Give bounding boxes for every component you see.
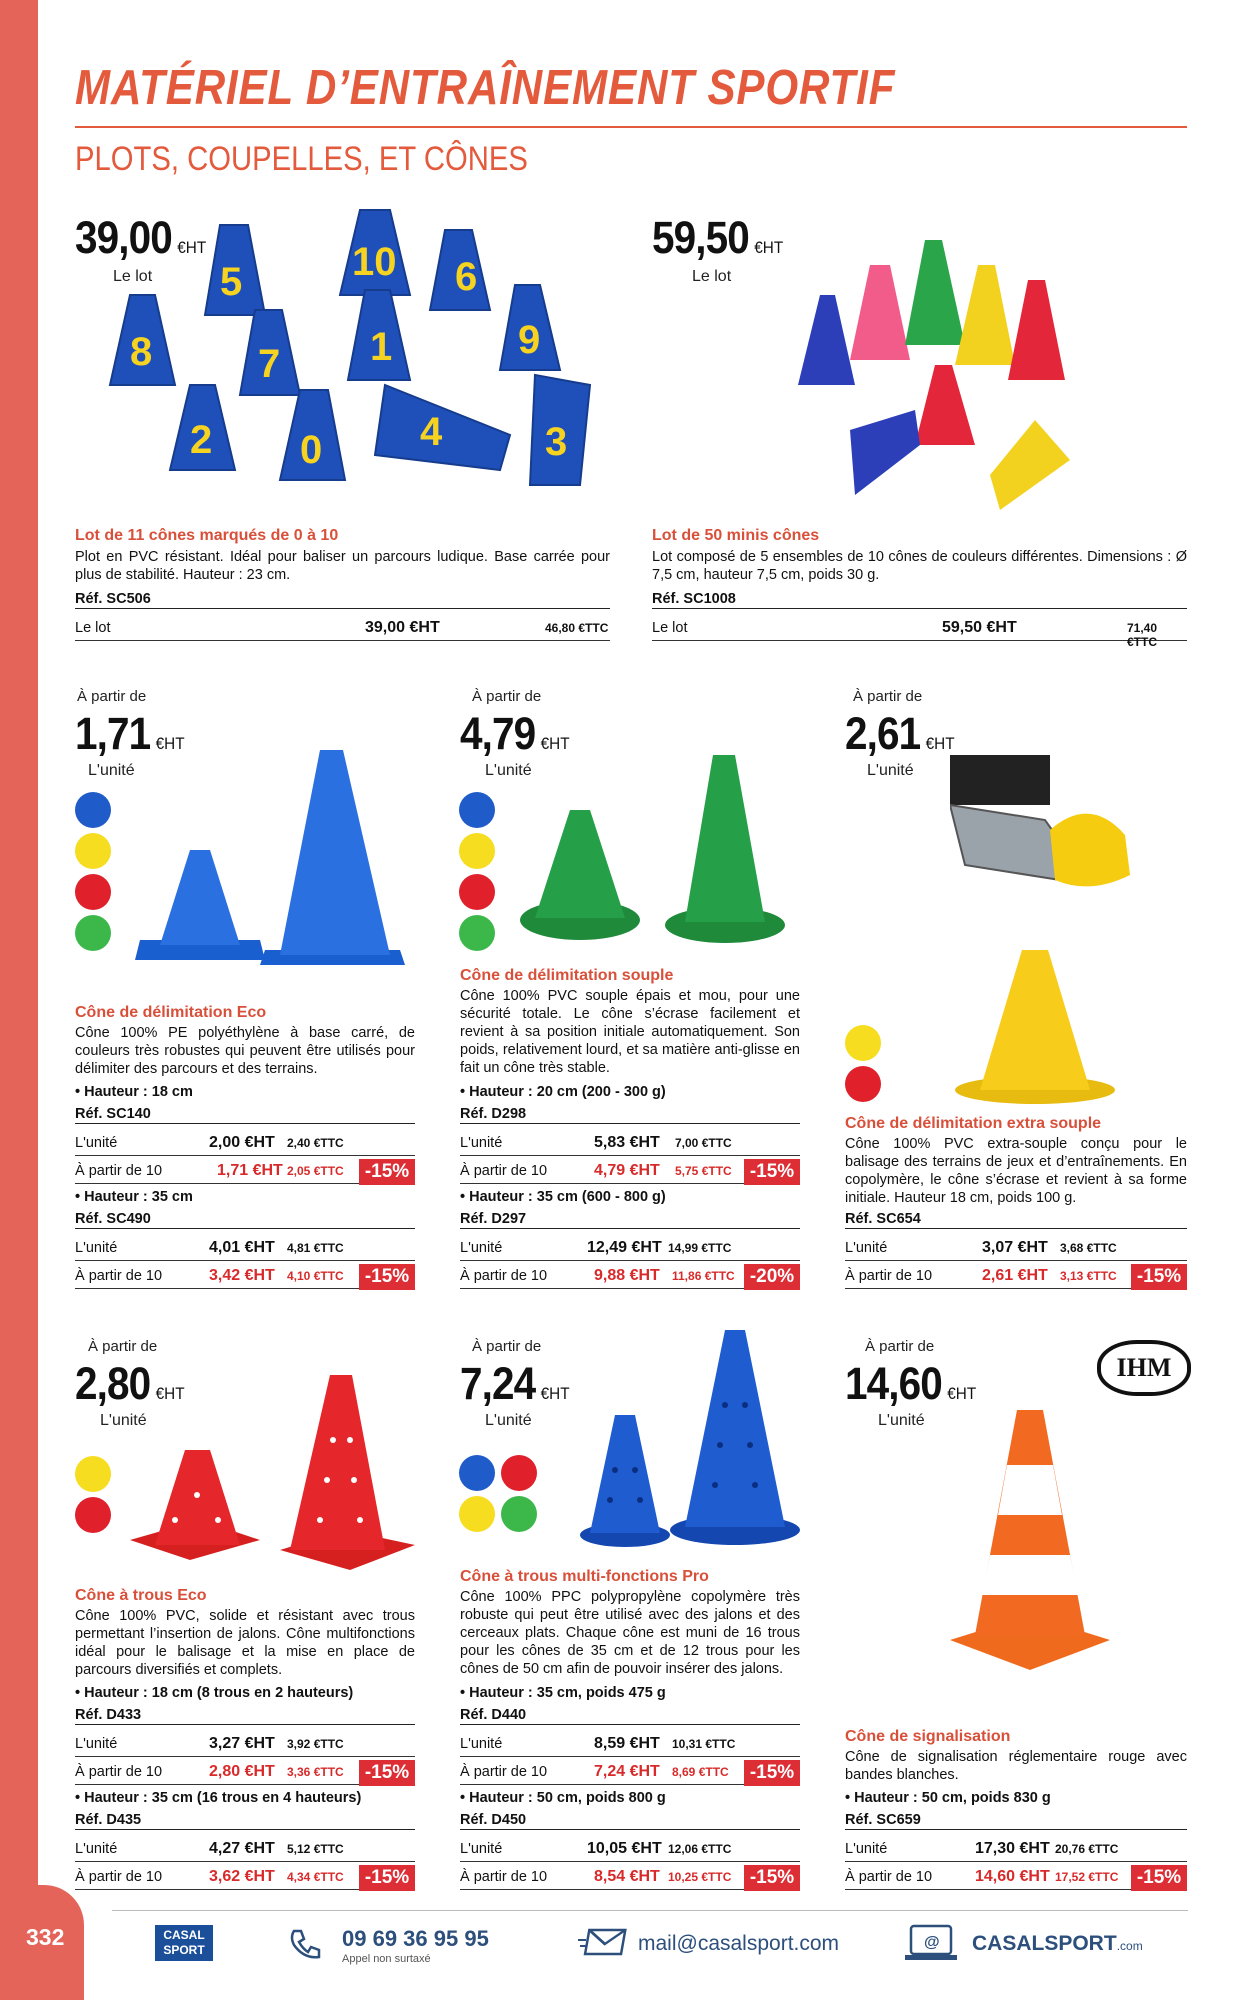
p6-v2-discount-row (75, 1867, 415, 1890)
phone-number[interactable]: 09 69 36 95 95 (342, 1926, 489, 1951)
p4-price: 4,79 €HT (460, 708, 570, 759)
price-ht: 7,24 €HT (594, 1763, 660, 1780)
p8-name: Cône de signalisation (845, 1728, 1011, 1745)
price-ht: 2,00 €HT (209, 1134, 275, 1151)
p7-pro-holed-cones-image (565, 1325, 805, 1550)
p4-soft-cones-image (515, 750, 795, 950)
color-swatch-green (501, 1496, 537, 1532)
price-ttc: 4,81 €TTC (287, 1241, 344, 1255)
row-label: À partir de 10 (845, 1268, 933, 1284)
p2-description: Lot composé de 5 ensembles de 10 cônes de couleurs différentes. Dimensions : Ø 7,5 cm, hauteur 7,5 cm, poids 30 g. (652, 549, 1187, 583)
p2-mini-cones-image (780, 235, 1100, 515)
p5-yellow-cone-image (950, 945, 1120, 1105)
price-ht: 3,07 €HT (982, 1239, 1048, 1256)
p3-v2-discount-row (75, 1266, 415, 1289)
row-label: L'unité (75, 1135, 118, 1151)
p1-numbered-cones-image (90, 205, 610, 515)
row-label: À partir de 10 (460, 1163, 548, 1179)
color-swatch-yellow (75, 1456, 111, 1492)
p5-foot-squash-image (950, 755, 1140, 905)
title-divider (75, 126, 1187, 128)
p7-v2-discount-row (460, 1867, 800, 1890)
row-label: L'unité (460, 1736, 503, 1752)
price-ttc: 14,99 €TTC (668, 1241, 732, 1255)
discount-badge: -15% (744, 1865, 800, 1891)
p6-v2-ref: Réf. D435 (75, 1812, 415, 1830)
color-swatch-yellow (75, 833, 111, 869)
site-suffix: .com (1116, 1939, 1143, 1953)
price-ht: 10,05 €HT (587, 1840, 662, 1857)
p7-from: À partir de (472, 1338, 542, 1355)
p6-v1-height: • Hauteur : 18 cm (8 trous en 2 hauteurs) (75, 1685, 354, 1701)
logo-line-1: CASAL (163, 1928, 205, 1942)
price-ttc: 2,05 €TTC (287, 1164, 344, 1178)
p3-from: À partir de (77, 688, 147, 705)
p6-per: L'unité (100, 1412, 147, 1429)
p4-v1-height: • Hauteur : 20 cm (200 - 300 g) (460, 1084, 666, 1100)
p7-v1-ref: Réf. D440 (460, 1707, 800, 1725)
p2-price: 59,50 €HT (652, 212, 784, 263)
row-label: À partir de 10 (460, 1869, 548, 1885)
p7-v2-ref: Réf. D450 (460, 1812, 800, 1830)
price-ht: 3,27 €HT (209, 1735, 275, 1752)
color-swatch-red (459, 874, 495, 910)
color-swatch-yellow (459, 833, 495, 869)
p1-price-row (75, 618, 610, 641)
row-label: Le lot (652, 620, 688, 636)
row-label: L'unité (845, 1841, 888, 1857)
p3-v2-unit-row (75, 1238, 415, 1261)
discount-badge: -15% (359, 1264, 415, 1290)
price-ht: 8,59 €HT (594, 1735, 660, 1752)
price-ttc: 46,80 €TTC (545, 621, 609, 635)
price-ttc: 8,69 €TTC (672, 1765, 729, 1779)
brand-ihm-logo: IHM (1097, 1340, 1191, 1396)
svg-text:7: 7 (258, 342, 281, 386)
color-swatch-yellow (845, 1025, 881, 1061)
p2-name: Lot de 50 minis cônes (652, 527, 820, 544)
svg-text:4: 4 (420, 410, 443, 454)
phone-note: Appel non surtaxé (342, 1953, 431, 1965)
website-link[interactable] (972, 1932, 1143, 1956)
p3-v2-ref: Réf. SC490 (75, 1211, 415, 1229)
p3-eco-cones-image (135, 745, 415, 975)
svg-text:3: 3 (545, 420, 568, 464)
price-ht: 39,00 €HT (365, 619, 440, 636)
discount-badge: -15% (359, 1760, 415, 1786)
row-label: L'unité (845, 1240, 888, 1256)
p6-v2-unit-row (75, 1839, 415, 1862)
price-ttc: 12,06 €TTC (668, 1842, 732, 1856)
p8-traffic-cone-image (945, 1405, 1115, 1675)
price-ttc: 20,76 €TTC (1055, 1842, 1119, 1856)
discount-badge: -15% (744, 1159, 800, 1185)
row-label: À partir de 10 (75, 1163, 163, 1179)
price-ht: 3,62 €HT (209, 1868, 275, 1885)
site-name: CASALSPORT (972, 1932, 1117, 1955)
p5-from: À partir de (853, 688, 923, 705)
p4-description: Cône 100% PVC souple épais et mou, pour une sécurité totale. Le cône s’écrase facilement et revient à sa position initiale automatiquement. Son poids, relativement lourd, et sa matière anti-glisse en fait un cône très stable. (460, 988, 800, 1076)
laptop-at-icon (905, 1922, 957, 1964)
p5-per: L'unité (867, 762, 914, 779)
p7-v2-height: • Hauteur : 50 cm, poids 800 g (460, 1790, 666, 1806)
footer-divider (112, 1910, 1188, 1911)
p7-name: Cône à trous multi-fonctions Pro (460, 1568, 709, 1585)
p7-v1-unit-row (460, 1734, 800, 1757)
p5-name: Cône de délimitation extra souple (845, 1115, 1102, 1132)
svg-text:8: 8 (130, 330, 153, 374)
p4-per: L'unité (485, 762, 532, 779)
discount-badge: -15% (359, 1159, 415, 1185)
p5-v1-discount-row (845, 1266, 1187, 1289)
row-label: L'unité (75, 1841, 118, 1857)
svg-text:2: 2 (190, 418, 213, 462)
p7-per: L'unité (485, 1412, 532, 1429)
p6-v2-height: • Hauteur : 35 cm (16 trous en 4 hauteurs) (75, 1790, 362, 1806)
price-ttc: 4,10 €TTC (287, 1269, 344, 1283)
phone-icon (286, 1925, 324, 1963)
price-ttc: 3,13 €TTC (1060, 1269, 1117, 1283)
price-ht: 1,71 €HT (217, 1162, 283, 1179)
p3-v1-discount-row (75, 1161, 415, 1184)
p3-name: Cône de délimitation Eco (75, 1004, 267, 1021)
p4-v2-discount-row (460, 1266, 800, 1289)
price-ht: 3,42 €HT (209, 1267, 275, 1284)
price-ht: 14,60 €HT (975, 1868, 1050, 1885)
p3-per: L'unité (88, 762, 135, 779)
svg-text:6: 6 (455, 255, 478, 299)
price-ttc: 10,31 €TTC (672, 1737, 736, 1751)
email-link[interactable]: mail@casalsport.com (638, 1932, 840, 1955)
page-title: MATÉRIEL D’ENTRAÎNEMENT SPORTIF (75, 61, 896, 115)
row-label: L'unité (460, 1135, 503, 1151)
p8-v1-discount-row (845, 1867, 1187, 1890)
color-swatch-yellow (459, 1496, 495, 1532)
p7-price: 7,24 €HT (460, 1358, 570, 1409)
row-label: L'unité (460, 1841, 503, 1857)
p2-per: Le lot (692, 268, 732, 285)
p1-per: Le lot (113, 268, 153, 285)
p2-price-row (652, 618, 1187, 649)
p8-v1-height: • Hauteur : 50 cm, poids 830 g (845, 1790, 1051, 1806)
price-ht: 8,54 €HT (594, 1868, 660, 1885)
price-ttc: 2,40 €TTC (287, 1136, 344, 1150)
p8-per: L'unité (878, 1412, 925, 1429)
price-ht: 2,80 €HT (209, 1763, 275, 1780)
svg-text:10: 10 (352, 240, 397, 284)
row-label: L'unité (75, 1736, 118, 1752)
p4-v2-ref: Réf. D297 (460, 1211, 800, 1229)
p4-v2-unit-row (460, 1238, 800, 1261)
p3-v2-height: • Hauteur : 35 cm (75, 1189, 193, 1205)
p1-ref: Réf. SC506 (75, 591, 610, 609)
page-number: 332 (26, 1924, 65, 1950)
price-ttc: 5,12 €TTC (287, 1842, 344, 1856)
p4-v1-ref: Réf. D298 (460, 1106, 800, 1124)
price-ttc: 7,00 €TTC (675, 1136, 732, 1150)
p8-v1-ref: Réf. SC659 (845, 1812, 1187, 1830)
color-swatch-blue (459, 792, 495, 828)
page-subtitle: PLOTS, COUPELLES, ET CÔNES (75, 140, 528, 178)
price-ttc: 11,86 €TTC (672, 1269, 735, 1283)
discount-badge: -15% (1131, 1264, 1187, 1290)
discount-badge: -15% (744, 1760, 800, 1786)
p2-ref: Réf. SC1008 (652, 591, 1187, 609)
p8-v1-unit-row (845, 1839, 1187, 1862)
logo-line-2: SPORT (163, 1943, 205, 1957)
p5-v1-ref: Réf. SC654 (845, 1211, 1187, 1229)
row-label: À partir de 10 (460, 1764, 548, 1780)
price-ht: 2,61 €HT (982, 1267, 1048, 1284)
price-ttc: 3,36 €TTC (287, 1765, 344, 1779)
p4-v1-unit-row (460, 1133, 800, 1156)
p6-v1-discount-row (75, 1762, 415, 1785)
svg-text:9: 9 (518, 318, 541, 362)
price-ht: 17,30 €HT (975, 1840, 1050, 1857)
color-swatch-red (75, 874, 111, 910)
price-ht: 5,83 €HT (594, 1134, 660, 1151)
discount-badge: -15% (359, 1865, 415, 1891)
row-label: À partir de 10 (75, 1869, 163, 1885)
p5-v1-unit-row (845, 1238, 1187, 1261)
p3-description: Cône 100% PE polyéthylène à base carré, de couleurs très robustes qui peuvent être utilisés pour délimiter des parcours et des terrains. (75, 1025, 415, 1077)
price-ttc: 71,40 €TTC (1127, 621, 1158, 649)
price-ht: 12,49 €HT (587, 1239, 662, 1256)
p6-price: 2,80 €HT (75, 1358, 185, 1409)
price-ttc: 10,25 €TTC (668, 1870, 732, 1884)
price-ttc: 3,68 €TTC (1060, 1241, 1117, 1255)
p6-description: Cône 100% PVC, solide et résistant avec trous permettant l’insertion de jalons. Cône multifonctions idéal pour le balisage et la mise en place de parcours diversifiés et complets. (75, 1608, 415, 1678)
mail-icon (578, 1926, 630, 1960)
svg-text:0: 0 (300, 428, 323, 472)
price-ttc: 4,34 €TTC (287, 1870, 344, 1884)
p6-from: À partir de (88, 1338, 158, 1355)
discount-badge: -15% (1131, 1865, 1187, 1891)
row-label: À partir de 10 (460, 1268, 548, 1284)
svg-text:1: 1 (370, 325, 393, 369)
side-accent-bar (0, 0, 38, 2000)
row-label: L'unité (75, 1240, 118, 1256)
color-swatch-red (845, 1066, 881, 1102)
p1-description: Plot en PVC résistant. Idéal pour baliser un parcours ludique. Base carrée pour plus de stabilité. Hauteur : 23 cm. (75, 549, 610, 583)
color-swatch-green (459, 915, 495, 951)
p6-holed-cones-image (130, 1370, 420, 1570)
row-label: L'unité (460, 1240, 503, 1256)
p1-price: 39,00 €HT (75, 212, 207, 263)
p8-description: Cône de signalisation réglementaire rouge avec bandes blanches. (845, 1749, 1187, 1783)
p6-v1-ref: Réf. D433 (75, 1707, 415, 1725)
p7-description: Cône 100% PPC polypropylène copolymère très robuste qui peut être utilisé avec des jalons et des cerceaux plats. Chaque cône est muni de 16 trous pour les cônes de 35 cm et de 12 trous pour les cônes de 50 cm afin de pouvoir insérer des jalons. (460, 1589, 800, 1677)
p7-v2-unit-row (460, 1839, 800, 1862)
p8-price: 14,60 €HT (845, 1358, 977, 1409)
price-ht: 4,27 €HT (209, 1840, 275, 1857)
row-label: À partir de 10 (75, 1764, 163, 1780)
color-swatch-green (75, 915, 111, 951)
color-swatch-red (501, 1455, 537, 1491)
p3-v1-unit-row (75, 1133, 415, 1156)
row-label: À partir de 10 (845, 1869, 933, 1885)
price-ht: 4,01 €HT (209, 1239, 275, 1256)
row-label: Le lot (75, 620, 111, 636)
row-label: À partir de 10 (75, 1268, 163, 1284)
svg-text:5: 5 (220, 260, 243, 304)
p4-name: Cône de délimitation souple (460, 967, 674, 984)
price-ht: 4,79 €HT (594, 1162, 660, 1179)
p5-description: Cône 100% PVC extra-souple conçu pour le balisage des terrains de jeux et d’entraînements. En copolymère, le cône s’écrase et revient à sa forme initiale. Hauteur 18 cm, poids 100 g. (845, 1136, 1187, 1206)
p3-price: 1,71 €HT (75, 708, 185, 759)
p6-v1-unit-row (75, 1734, 415, 1757)
color-swatch-red (75, 1497, 111, 1533)
p3-v1-height: • Hauteur : 18 cm (75, 1084, 193, 1100)
price-ht: 9,88 €HT (594, 1267, 660, 1284)
p4-from: À partir de (472, 688, 542, 705)
p7-v1-discount-row (460, 1762, 800, 1785)
p7-v1-height: • Hauteur : 35 cm, poids 475 g (460, 1685, 666, 1701)
p4-v1-discount-row (460, 1161, 800, 1184)
price-ht: 59,50 €HT (942, 619, 1017, 636)
discount-badge: -20% (744, 1264, 800, 1290)
price-ttc: 17,52 €TTC (1055, 1870, 1119, 1884)
p5-price: 2,61 €HT (845, 708, 955, 759)
p1-name: Lot de 11 cônes marqués de 0 à 10 (75, 527, 339, 544)
p8-from: À partir de (865, 1338, 935, 1355)
svg-text:@: @ (924, 1934, 940, 1951)
price-ttc: 3,92 €TTC (287, 1737, 344, 1751)
p4-v2-height: • Hauteur : 35 cm (600 - 800 g) (460, 1189, 666, 1205)
p3-v1-ref: Réf. SC140 (75, 1106, 415, 1124)
casal-sport-logo (155, 1925, 213, 1961)
color-swatch-blue (75, 792, 111, 828)
p6-name: Cône à trous Eco (75, 1587, 207, 1604)
price-ttc: 5,75 €TTC (675, 1164, 732, 1178)
color-swatch-blue (459, 1455, 495, 1491)
